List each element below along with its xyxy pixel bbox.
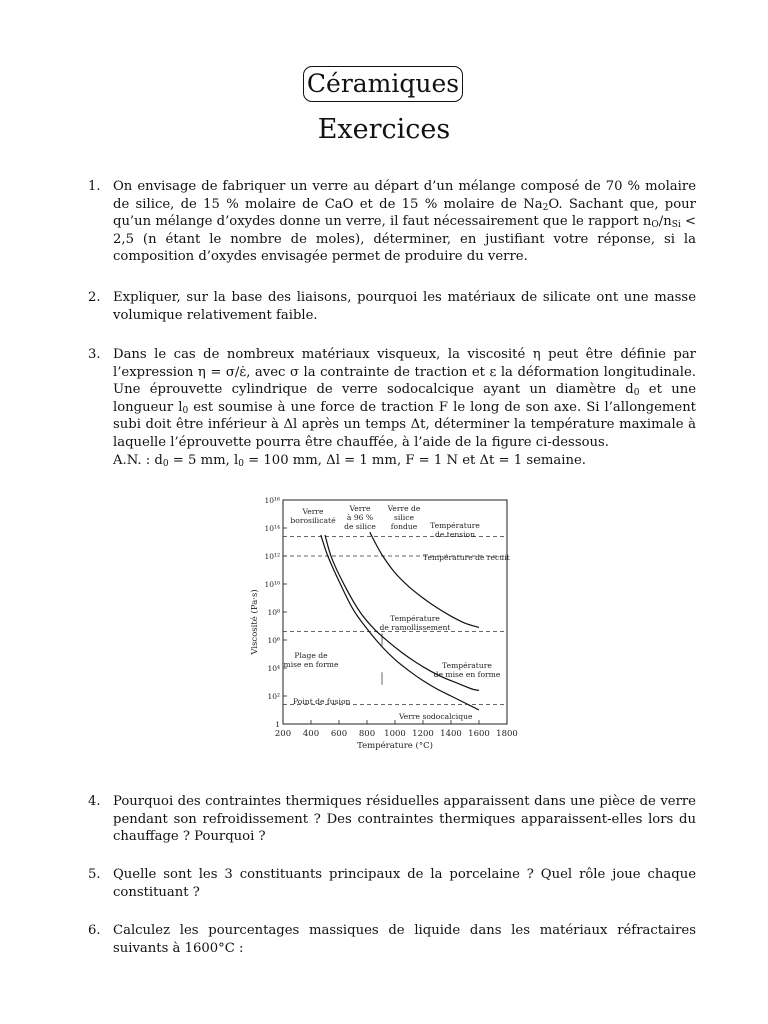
label-point-fusion: Point de fusion [293, 697, 351, 706]
viscosity-chart-svg [247, 496, 527, 764]
x-axis-label: Température (°C) [357, 741, 433, 751]
exercise-number: 5. [88, 867, 101, 882]
exercise-2 [88, 289, 696, 324]
label-plage-mise-en-forme: mise en forme [283, 660, 339, 669]
exercise-1 [88, 178, 696, 266]
label-temperature-recuit: Température de recuit [423, 553, 510, 562]
label-temperature-ramollissement: Température [390, 614, 440, 623]
y-tick-label: 10⁴ [267, 664, 280, 673]
exercise-number: 6. [88, 923, 101, 938]
label-verre-sodocalcique: Verre sodocalcique [399, 712, 473, 721]
x-tick-label: 1600 [468, 729, 490, 739]
exercise-5 [88, 866, 696, 901]
label-silice-96: de silice [344, 522, 376, 531]
y-tick-label: 10¹⁰ [264, 580, 280, 589]
x-tick-label: 1000 [384, 729, 406, 739]
exercise-text: Dans le cas de nombreux matériaux visqueux, la viscosité η peut être définie par l’expression η = σ/ε̇, avec σ la contrainte de traction et ε la déformation longitudinale. Une éprouvette cylindrique de verre sodocalcique ayant un diamètre $d_0$ et une longueur $l_0$ est soumise à une force de traction F le long de son axe. Si l’allongement subi doit être inférieur à Δl après un temps Δt, déterminer la température maximale à laquelle l’éprouvette pourra être chauffée, à l’aide de la figure ci-dessous. [113, 347, 696, 450]
label-silice-fondue: Verre de [387, 504, 421, 513]
exercise-3 [88, 346, 696, 469]
label-temperature-tension: de tension [435, 530, 475, 539]
label-temperature-mise-en-forme: de mise en forme [433, 670, 501, 679]
page-subtitle: Exercices [317, 114, 451, 145]
label-plage-mise-en-forme: Plage de [294, 651, 328, 660]
exercise-4 [88, 793, 696, 846]
label-silice-96: Verre [349, 504, 371, 513]
y-tick-label: 10¹⁴ [264, 524, 280, 533]
x-tick-label: 1400 [440, 729, 462, 739]
exercise-text: Calculez les pourcentages massiques de liquide dans les matériaux réfractaires suivants à 1600°C : [113, 923, 696, 956]
y-tick-label: 10¹² [264, 552, 280, 561]
exercise-text: Pourquoi des contraintes thermiques résiduelles apparaissent dans une pièce de verre pendant son refroidissement ? Des contraintes thermiques apparaissent-elles lors du chauffage ? Pourquoi ? [113, 794, 696, 845]
x-tick-label: 400 [302, 729, 320, 739]
label-temperature-mise-en-forme: Température [442, 661, 492, 670]
exercise-text: Quelle sont les 3 constituants principaux de la porcelaine ? Quel rôle joue chaque constituant ? [113, 867, 696, 900]
x-tick-label: 200 [274, 729, 292, 739]
exercise-number: 2. [88, 290, 101, 305]
exercise-text: On envisage de fabriquer un verre au départ d’un mélange composé de 70 % molaire de silice, de 15 % molaire de CaO et de 15 % molaire de $Na_2O$. Sachant que, pour qu’un mélange d’oxydes donne un verre, il faut nécessairement que le rapport $n_O/n_{Si} < 2,5$ (n étant le nombre de moles), déterminer, en justifiant votre réponse, si la composition d’oxydes envisagée permet de produire du verre. [113, 179, 696, 265]
exercise-number: 3. [88, 347, 101, 362]
x-tick-label: 1200 [412, 729, 434, 739]
y-tick-label: 10⁶ [267, 636, 280, 645]
y-tick-label: 10² [267, 692, 280, 701]
y-tick-label: 10⁸ [267, 608, 280, 617]
y-tick-label: 10¹⁶ [264, 496, 280, 505]
x-tick-label: 800 [358, 729, 376, 739]
y-tick-label: 1 [275, 720, 280, 729]
label-silice-fondue: silice [394, 513, 414, 522]
label-temperature-ramollissement: de ramollissement [379, 623, 451, 632]
exercise-number: 4. [88, 794, 101, 809]
numerical-application: A.N. : $d_0 = 5$ mm, $l_0 = 100$ mm, Δl = 1 mm, F = 1 N et Δt = 1 semaine. [113, 452, 587, 469]
x-tick-label: 600 [330, 729, 348, 739]
exercise-text: Expliquer, sur la base des liaisons, pourquoi les matériaux de silicate ont une masse volumique relativement faible. [113, 290, 696, 323]
label-borosilicate: borosilicaté [290, 516, 336, 525]
exercise-6 [88, 922, 696, 957]
label-temperature-tension: Température [430, 521, 480, 530]
viscosity-chart [247, 496, 527, 764]
label-borosilicate: Verre [302, 507, 324, 516]
y-axis-label: Viscosité (Pa·s) [250, 589, 260, 655]
x-tick-label: 1800 [496, 729, 518, 739]
label-silice-fondue: fondue [390, 522, 418, 531]
exercise-number: 1. [88, 179, 101, 194]
page-title: Céramiques [303, 66, 463, 102]
label-silice-96: à 96 % [346, 513, 374, 522]
